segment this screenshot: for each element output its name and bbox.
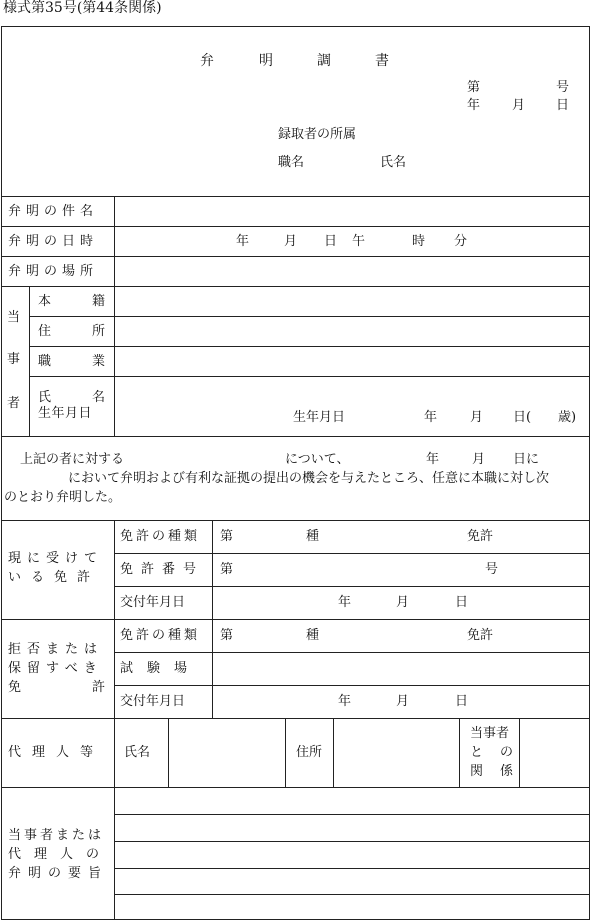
exam-site-label: 試験場: [120, 661, 202, 676]
divider: [519, 718, 520, 787]
refused-kind-label: 免許の種類: [120, 628, 201, 643]
datetime-ampm: 午: [352, 234, 366, 249]
birth-label: 生年月日: [38, 406, 93, 421]
divider: [168, 718, 169, 787]
agent-relation-line2-b: の: [500, 745, 514, 760]
doc-date-day: 日: [556, 98, 570, 113]
divider: [1, 196, 590, 197]
occupation-label-a: 職: [38, 354, 52, 369]
party-label-char-3: 者: [7, 396, 21, 411]
divider: [459, 718, 460, 787]
current-kind-shu: 種: [306, 529, 320, 544]
divider: [1, 436, 590, 437]
name-label-b: 名: [92, 390, 106, 405]
refused-issue-year: 年: [338, 694, 352, 709]
refused-issue-label: 交付年月日: [120, 694, 186, 709]
doc-number-dai: 第: [467, 80, 481, 95]
recorder-name-label: 氏名: [380, 155, 407, 170]
agent-relation-line2-a: と: [470, 745, 484, 760]
divider: [114, 652, 590, 653]
refused-issue-month: 月: [396, 694, 410, 709]
party-label-char-2: 事: [7, 352, 21, 367]
recorder-position-label: 職名: [278, 155, 305, 170]
statement-line1-b: について、: [285, 452, 350, 467]
datetime-hour: 時: [412, 234, 426, 249]
datetime-day: 日: [324, 234, 338, 249]
statement-line1-month: 月: [472, 452, 486, 467]
divider: [114, 286, 115, 436]
current-kind-menkyo: 免許: [467, 529, 494, 544]
birth-value-label: 生年月日: [293, 410, 346, 425]
current-kind-dai: 第: [220, 529, 234, 544]
agent-relation-line1: 当事者: [470, 726, 510, 741]
divider: [1, 787, 590, 788]
doc-number-go: 号: [556, 80, 570, 95]
statement-line1-year: 年: [426, 452, 440, 467]
divider: [285, 718, 286, 787]
divider: [114, 894, 590, 895]
divider: [212, 520, 213, 718]
divider: [29, 286, 30, 436]
name-label-a: 氏: [38, 390, 52, 405]
statement-line3: のとおり弁明した。: [4, 490, 122, 505]
agent-relation-line3-a: 関: [470, 764, 484, 779]
refused-issue-day: 日: [455, 694, 469, 709]
statement-line2: において弁明および有利な証拠の提出の機会を与えたところ、任意に本職に対し次: [68, 471, 550, 486]
divider: [114, 586, 590, 587]
divider: [114, 685, 590, 686]
birth-age: 歳): [558, 410, 577, 425]
refused-license-label-3b: 許: [92, 680, 106, 695]
divider: [114, 814, 590, 815]
datetime-year: 年: [236, 234, 250, 249]
address-label-a: 住: [38, 324, 52, 339]
divider: [1, 226, 590, 227]
refused-kind-menkyo: 免許: [467, 628, 494, 643]
refused-license-label-1: 拒否または: [8, 642, 104, 657]
divider: [1, 718, 590, 719]
refused-kind-dai: 第: [220, 628, 234, 643]
refused-license-label-3a: 免: [8, 680, 22, 695]
document-title-char-4: 書: [375, 53, 389, 69]
current-issue-label: 交付年月日: [120, 595, 186, 610]
datetime-label: 弁明の日時: [8, 234, 99, 249]
refused-kind-shu: 種: [306, 628, 320, 643]
agent-name-label: 氏名: [124, 745, 151, 760]
statement-line1-a: 上記の者に対する: [20, 452, 125, 467]
divider: [114, 520, 115, 718]
birth-day: 日(: [513, 410, 532, 425]
divider: [114, 787, 115, 920]
party-label-char-1: 当: [7, 310, 21, 325]
document-title-char-1: 弁: [200, 53, 214, 69]
summary-label-2: 代理人の: [8, 847, 113, 862]
summary-label-1: 当事者または: [8, 828, 105, 843]
place-label: 弁明の場所: [8, 264, 99, 279]
honseki-label-a: 本: [38, 294, 52, 309]
current-issue-year: 年: [338, 595, 352, 610]
current-number-label: 免許番号: [120, 562, 205, 577]
divider: [1, 256, 590, 257]
current-license-label-1: 現に受けて: [8, 551, 104, 566]
address-label-b: 所: [92, 324, 106, 339]
current-issue-month: 月: [396, 595, 410, 610]
birth-year: 年: [424, 410, 438, 425]
datetime-minute: 分: [454, 234, 468, 249]
subject-label: 弁明の件名: [8, 204, 99, 219]
summary-label-3: 弁明の要旨: [8, 866, 109, 881]
current-number-dai: 第: [220, 562, 234, 577]
document-title-char-3: 調: [317, 53, 331, 69]
divider: [114, 196, 115, 286]
current-license-label-2: いる免許: [8, 570, 101, 585]
refused-license-label-2: 保留すべき: [8, 661, 103, 676]
current-kind-label: 免許の種類: [120, 529, 201, 544]
statement-line1-day: 日に: [513, 452, 540, 467]
form-number-label: 様式第35号(第44条関係): [3, 0, 162, 16]
divider: [1, 286, 590, 287]
divider: [114, 553, 590, 554]
agent-relation-line3-b: 係: [500, 764, 514, 779]
current-number-go: 号: [485, 562, 499, 577]
agent-label: 代理人等: [8, 745, 105, 760]
document-title-char-2: 明: [259, 53, 273, 69]
divider: [1, 619, 590, 620]
divider: [114, 718, 115, 787]
recorder-affiliation-label: 録取者の所属: [278, 127, 357, 142]
honseki-label-b: 籍: [92, 294, 106, 309]
divider: [114, 868, 590, 869]
current-issue-day: 日: [455, 595, 469, 610]
agent-address-label: 住所: [296, 745, 323, 760]
doc-date-year: 年: [467, 98, 481, 113]
occupation-label-b: 業: [92, 354, 106, 369]
datetime-month: 月: [284, 234, 298, 249]
divider: [1, 520, 590, 521]
divider: [333, 718, 334, 787]
divider: [114, 841, 590, 842]
birth-month: 月: [470, 410, 484, 425]
doc-date-month: 月: [512, 98, 526, 113]
